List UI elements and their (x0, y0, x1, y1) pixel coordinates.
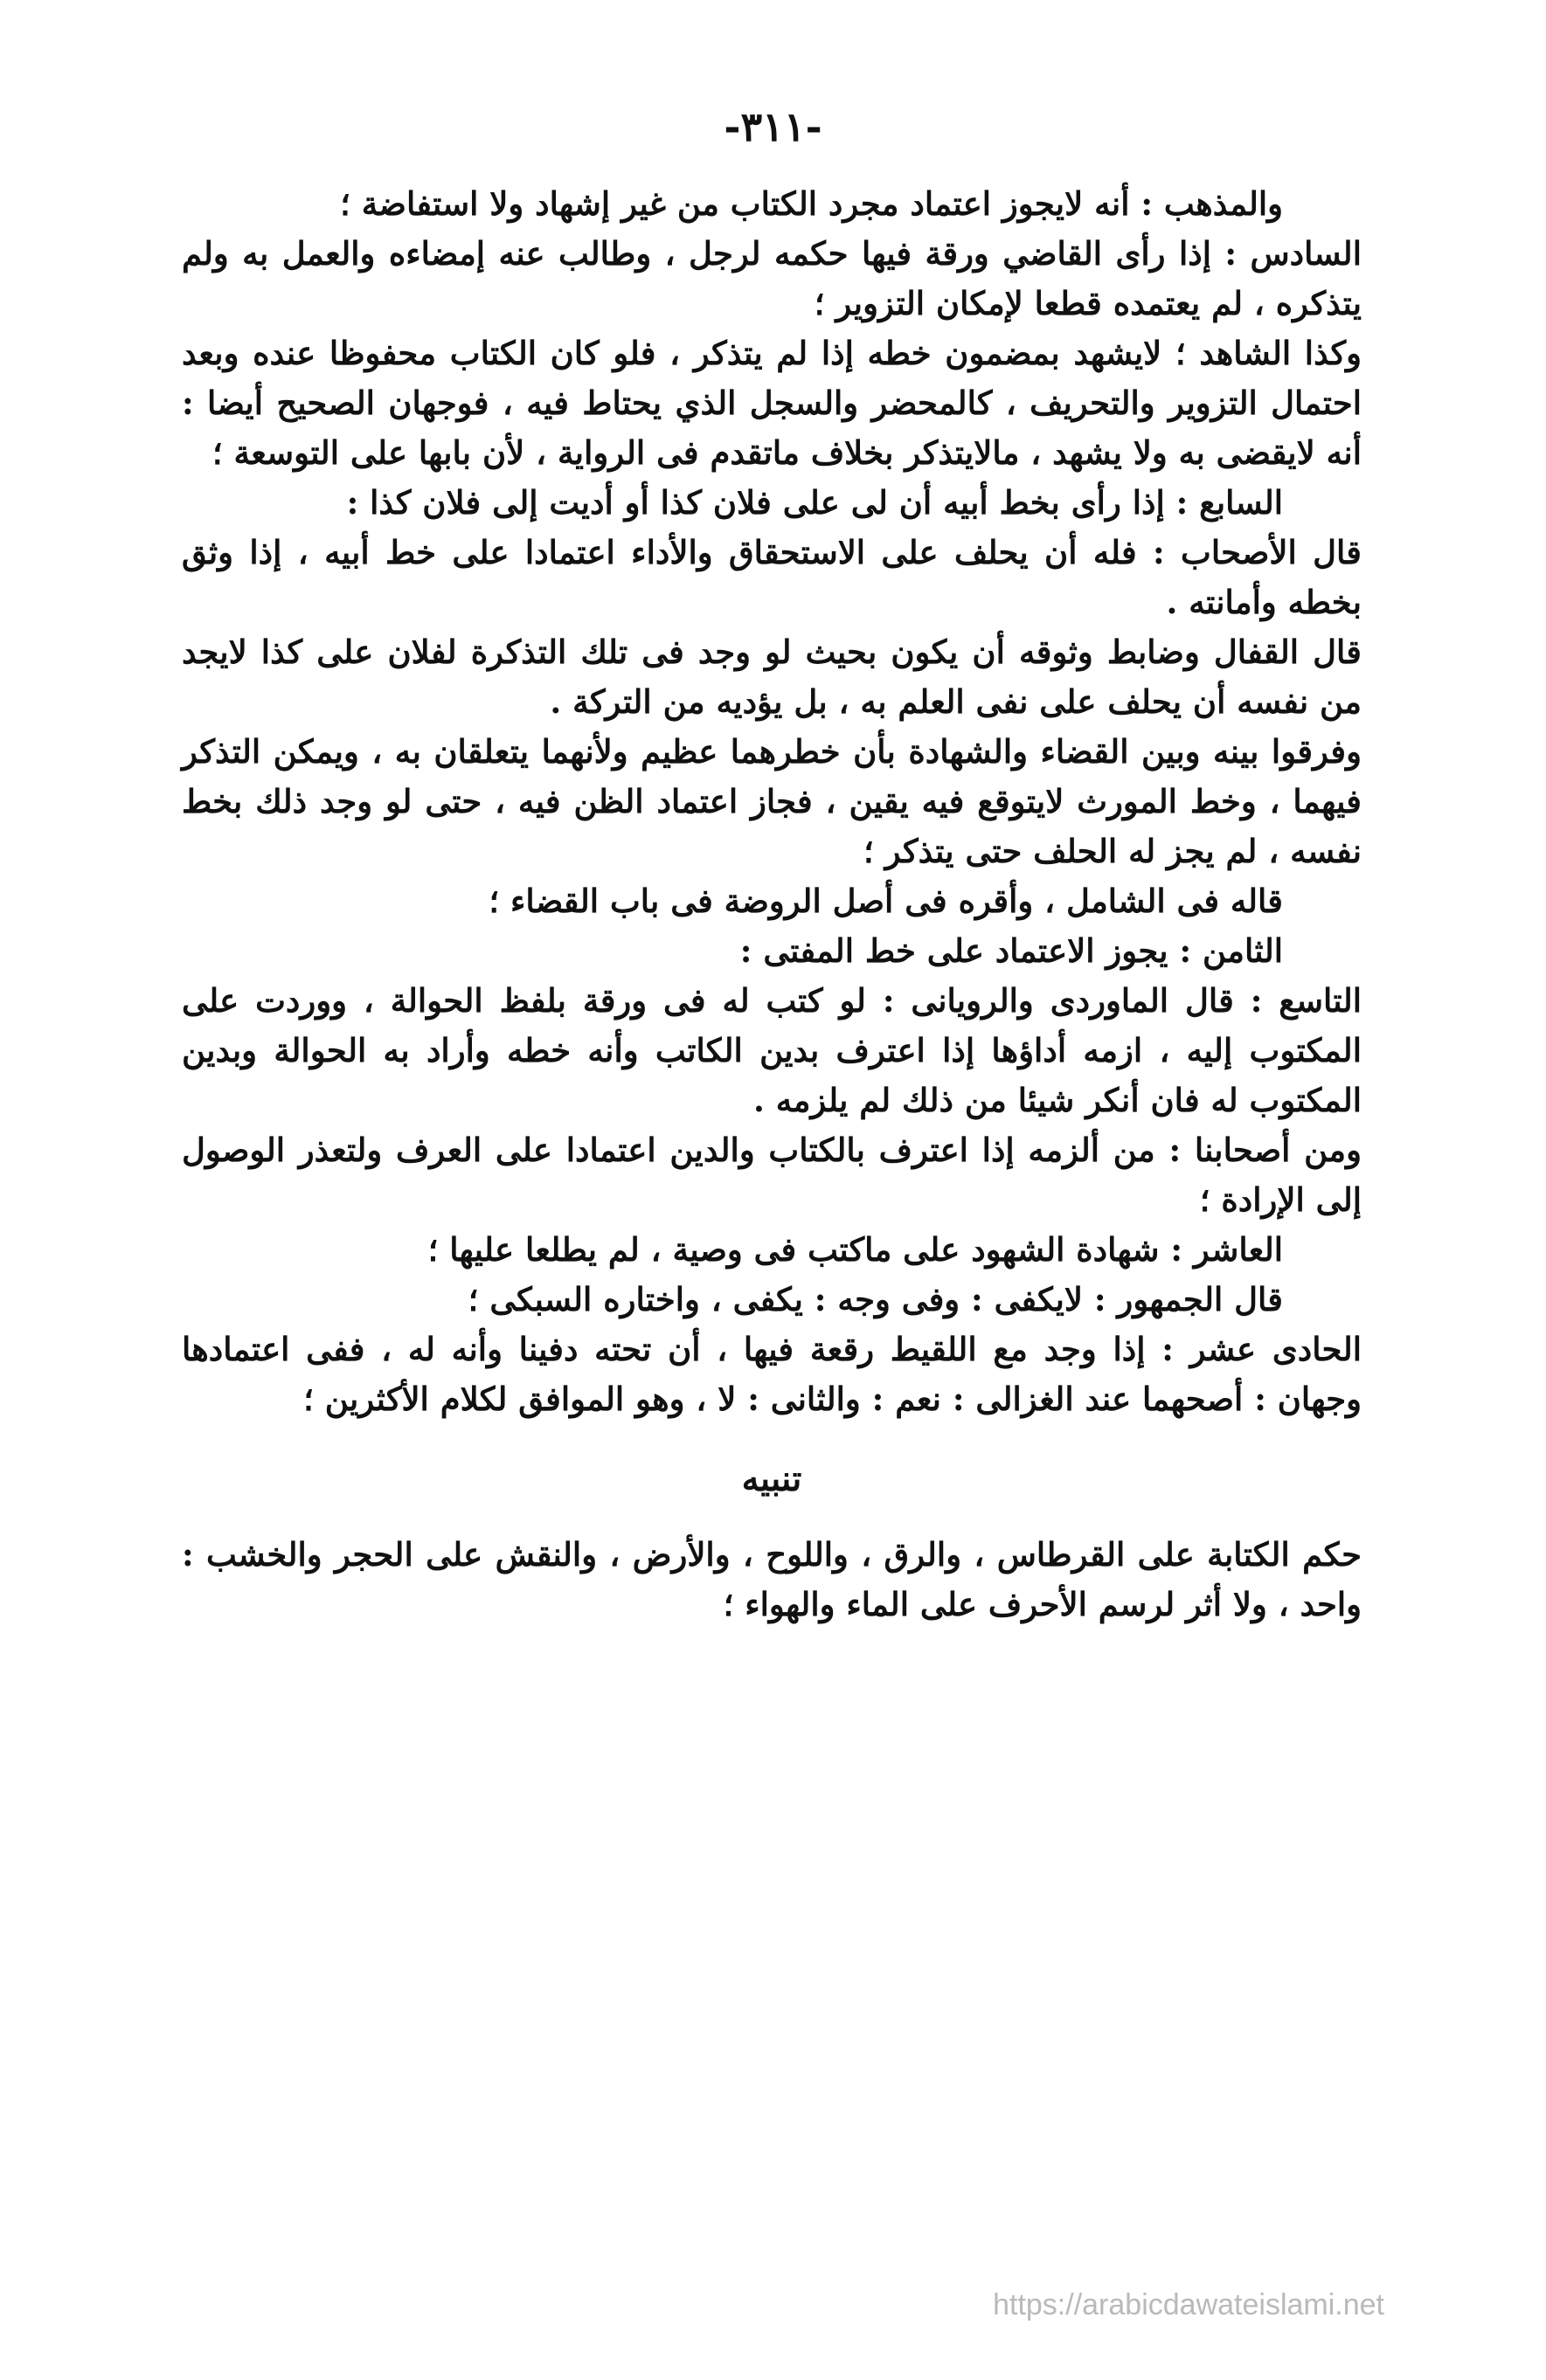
note-paragraph: حكم الكتابة على القرطاس ، والرق ، واللوح ، والأرض ، والنقش على الحجر والخشب : واحد ، ولا أثر لرسم الأحرف على الماء والهواء ؛ (182, 1535, 1362, 1623)
paragraph-shamil: قاله فى الشامل ، وأقره فى أصل الروضة فى باب القضاء ؛ (489, 882, 1283, 920)
paragraph-majority: قال الجمهور : لايكفى : وفى وجه : يكفى ، واختاره السبكى ؛ (468, 1280, 1283, 1318)
main-text (182, 179, 1362, 1629)
paragraph-sixth: السادس : إذا رأى القاضي ورقة فيها حكمه لرجل ، وطالب عنه إمضاءه والعمل به ولم يتذكره ، لم يعتمده قطعا لإمكان التزوير ؛ (182, 234, 1362, 322)
paragraph-eleventh: الحادى عشر : إذا وجد مع اللقيط رقعة فيها ، أن تحته دفينا وأنه له ، ففى اعتمادها وجهان : أصحهما عند الغزالى : نعم : والثانى : لا ، وهو الموافق لكلام الأكثرين ؛ (182, 1330, 1362, 1418)
paragraph-companions: قال الأصحاب : فله أن يحلف على الاستحقاق والأداء اعتمادا على خط أبيه ، إذا وثق بخطه وأمانته . (182, 533, 1362, 621)
paragraph-seventh: السابع : إذا رأى بخط أبيه أن لى على فلان كذا أو أديت إلى فلان كذا : (346, 483, 1283, 522)
watermark-url: https://arabicdawateislami.net (993, 2288, 1384, 2321)
paragraph-our-companions: ومن أصحابنا : من ألزمه إذا اعترف بالكتاب والدين اعتمادا على العرف ولتعذر الوصول إلى الإرادة ؛ (182, 1131, 1362, 1219)
page-number: -٣١١- (724, 103, 822, 150)
paragraph-eighth: الثامن : يجوز الاعتماد على خط المفتى : (739, 931, 1283, 970)
paragraph-ninth: التاسع : قال الماوردى والرويانى : لو كتب له فى ورقة بلفظ الحوالة ، ووردت على المكتوب إليه ، ازمه أداؤها إذا اعترف بدين الكاتب وأنه خطه وأراد به الحوالة وبدين المكتوب له فان أنكر شيئا من ذلك لم يلزمه . (182, 981, 1362, 1119)
paragraph-tenth: العاشر : شهادة الشهود على ماكتب فى وصية ، لم يطلعا عليها ؛ (427, 1230, 1283, 1269)
paragraph-distinction: وفرقوا بينه وبين القضاء والشهادة بأن خطرهما عظيم ولأنهما يتعلقان به ، ويمكن التذكر فيهما ، وخط المورث لايتوقع فيه يقين ، فجاز اعتماد الظن فيه ، حتى لو وجد ذلك بخط نفسه ، لم يجز له الحلف حتى يتذكر ؛ (182, 732, 1362, 870)
paragraph-madhhab: والمذهب : أنه لايجوز اعتماد مجرد الكتاب من غير إشهاد ولا استفاضة ؛ (340, 184, 1283, 223)
paragraph-qaffal: قال القفال وضابط وثوقه أن يكون بحيث لو وجد فى تلك التذكرة لفلان على كذا لايجد من نفسه أن يحلف على نفى العلم به ، بل يؤديه من التركة . (182, 633, 1362, 721)
paragraph-witness: وكذا الشاهد ؛ لايشهد بمضمون خطه إذا لم يتذكر ، فلو كان الكتاب محفوظا عنده وبعد احتمال التزوير والتحريف ، كالمحضر والسجل الذي يحتاط فيه ، فوجهان الصحيح أيضا : أنه لايقضى به ولا يشهد ، مالايتذكر بخلاف ماتقدم فى الرواية ، لأن بابها على التوسعة ؛ (182, 334, 1362, 472)
note-heading: تنبيه (741, 1458, 802, 1499)
